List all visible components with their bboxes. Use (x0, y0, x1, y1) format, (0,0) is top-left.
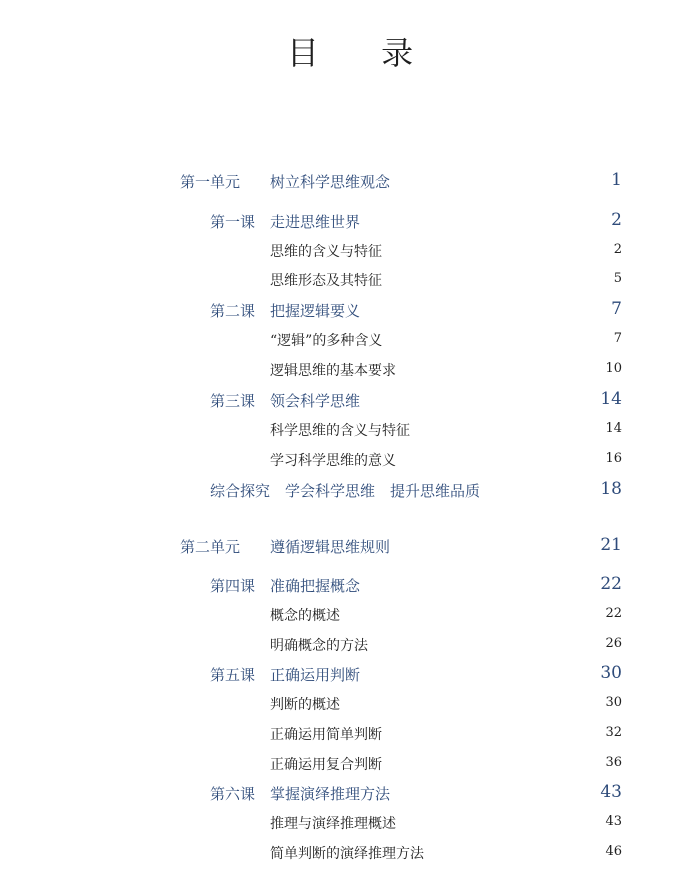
lesson-name: 正确运用判断 (270, 666, 361, 684)
section-name: 学习科学思维的意义 (270, 453, 396, 469)
section-name: “逻辑”的多种含义 (270, 333, 383, 349)
page-number: 30 (605, 695, 622, 710)
toc-section-row[interactable] (0, 420, 700, 444)
toc-section-row[interactable] (0, 694, 700, 718)
section-name: 概念的概述 (270, 608, 340, 624)
unit-label: 第一单元 (180, 173, 241, 191)
page-number: 46 (605, 844, 622, 859)
lesson-label: 第二课 (210, 302, 256, 320)
toc-lesson-row[interactable] (0, 300, 700, 324)
toc-section-row[interactable] (0, 813, 700, 837)
lesson-label: 第五课 (210, 666, 256, 684)
page-number: 7 (611, 299, 622, 319)
page-number: 43 (600, 782, 622, 802)
lesson-name: 掌握演绎推理方法 (270, 785, 391, 803)
page-number: 22 (600, 574, 622, 594)
unit-label: 第二单元 (180, 538, 241, 556)
section-name: 明确概念的方法 (270, 638, 368, 654)
lesson-label: 第一课 (210, 213, 256, 231)
section-name: 正确运用复合判断 (270, 757, 382, 773)
toc-section-row[interactable] (0, 270, 700, 294)
toc-section-row[interactable] (0, 843, 700, 867)
inquiry-name: 综合探究 学会科学思维 提升思维品质 (210, 482, 481, 500)
page-number: 10 (605, 361, 622, 376)
page-number: 2 (613, 242, 622, 257)
page-number: 2 (611, 210, 622, 230)
toc-lesson-row[interactable] (0, 390, 700, 414)
page-number: 22 (605, 606, 622, 621)
section-name: 推理与演绎推理概述 (270, 816, 396, 832)
section-name: 逻辑思维的基本要求 (270, 363, 396, 379)
lesson-name: 把握逻辑要义 (270, 302, 361, 320)
toc-section-row[interactable] (0, 724, 700, 748)
toc-lesson-row[interactable] (0, 783, 700, 807)
toc-lesson-row[interactable] (0, 575, 700, 599)
section-name: 正确运用简单判断 (270, 727, 382, 743)
toc-lesson-row[interactable] (0, 211, 700, 235)
page-title: 目 录 (286, 34, 440, 72)
toc-section-row[interactable] (0, 605, 700, 629)
toc-unit-row[interactable] (0, 536, 700, 560)
lesson-name: 走进思维世界 (270, 213, 361, 231)
lesson-name: 领会科学思维 (270, 392, 361, 410)
unit-name: 遵循逻辑思维规则 (270, 538, 391, 556)
page-number: 5 (613, 271, 622, 286)
section-name: 思维的含义与特征 (270, 244, 382, 260)
toc-section-row[interactable] (0, 635, 700, 659)
page-number: 14 (605, 421, 622, 436)
toc-section-row[interactable] (0, 754, 700, 778)
unit-name: 树立科学思维观念 (270, 173, 391, 191)
toc-section-row[interactable] (0, 241, 700, 265)
page-number: 14 (600, 389, 622, 409)
page-number: 1 (611, 170, 622, 190)
toc-section-row[interactable] (0, 360, 700, 384)
lesson-label: 第四课 (210, 577, 256, 595)
section-name: 简单判断的演绎推理方法 (270, 846, 424, 862)
page-number: 26 (605, 636, 622, 651)
lesson-label: 第三课 (210, 392, 256, 410)
lesson-name: 准确把握概念 (270, 577, 361, 595)
toc-inquiry-row[interactable] (0, 480, 700, 504)
section-name: 思维形态及其特征 (270, 273, 382, 289)
toc-section-row[interactable] (0, 330, 700, 354)
section-name: 判断的概述 (270, 697, 340, 713)
page-number: 7 (613, 331, 622, 346)
toc-section-row[interactable] (0, 450, 700, 474)
lesson-label: 第六课 (210, 785, 256, 803)
page-number: 32 (605, 725, 622, 740)
page-number: 18 (600, 479, 622, 499)
page-number: 21 (600, 535, 622, 555)
page-number: 43 (605, 814, 622, 829)
page-number: 16 (605, 451, 622, 466)
section-name: 科学思维的含义与特征 (270, 423, 410, 439)
page-number: 30 (600, 663, 622, 683)
page-number: 36 (605, 755, 622, 770)
toc-unit-row[interactable] (0, 171, 700, 195)
toc-lesson-row[interactable] (0, 664, 700, 688)
